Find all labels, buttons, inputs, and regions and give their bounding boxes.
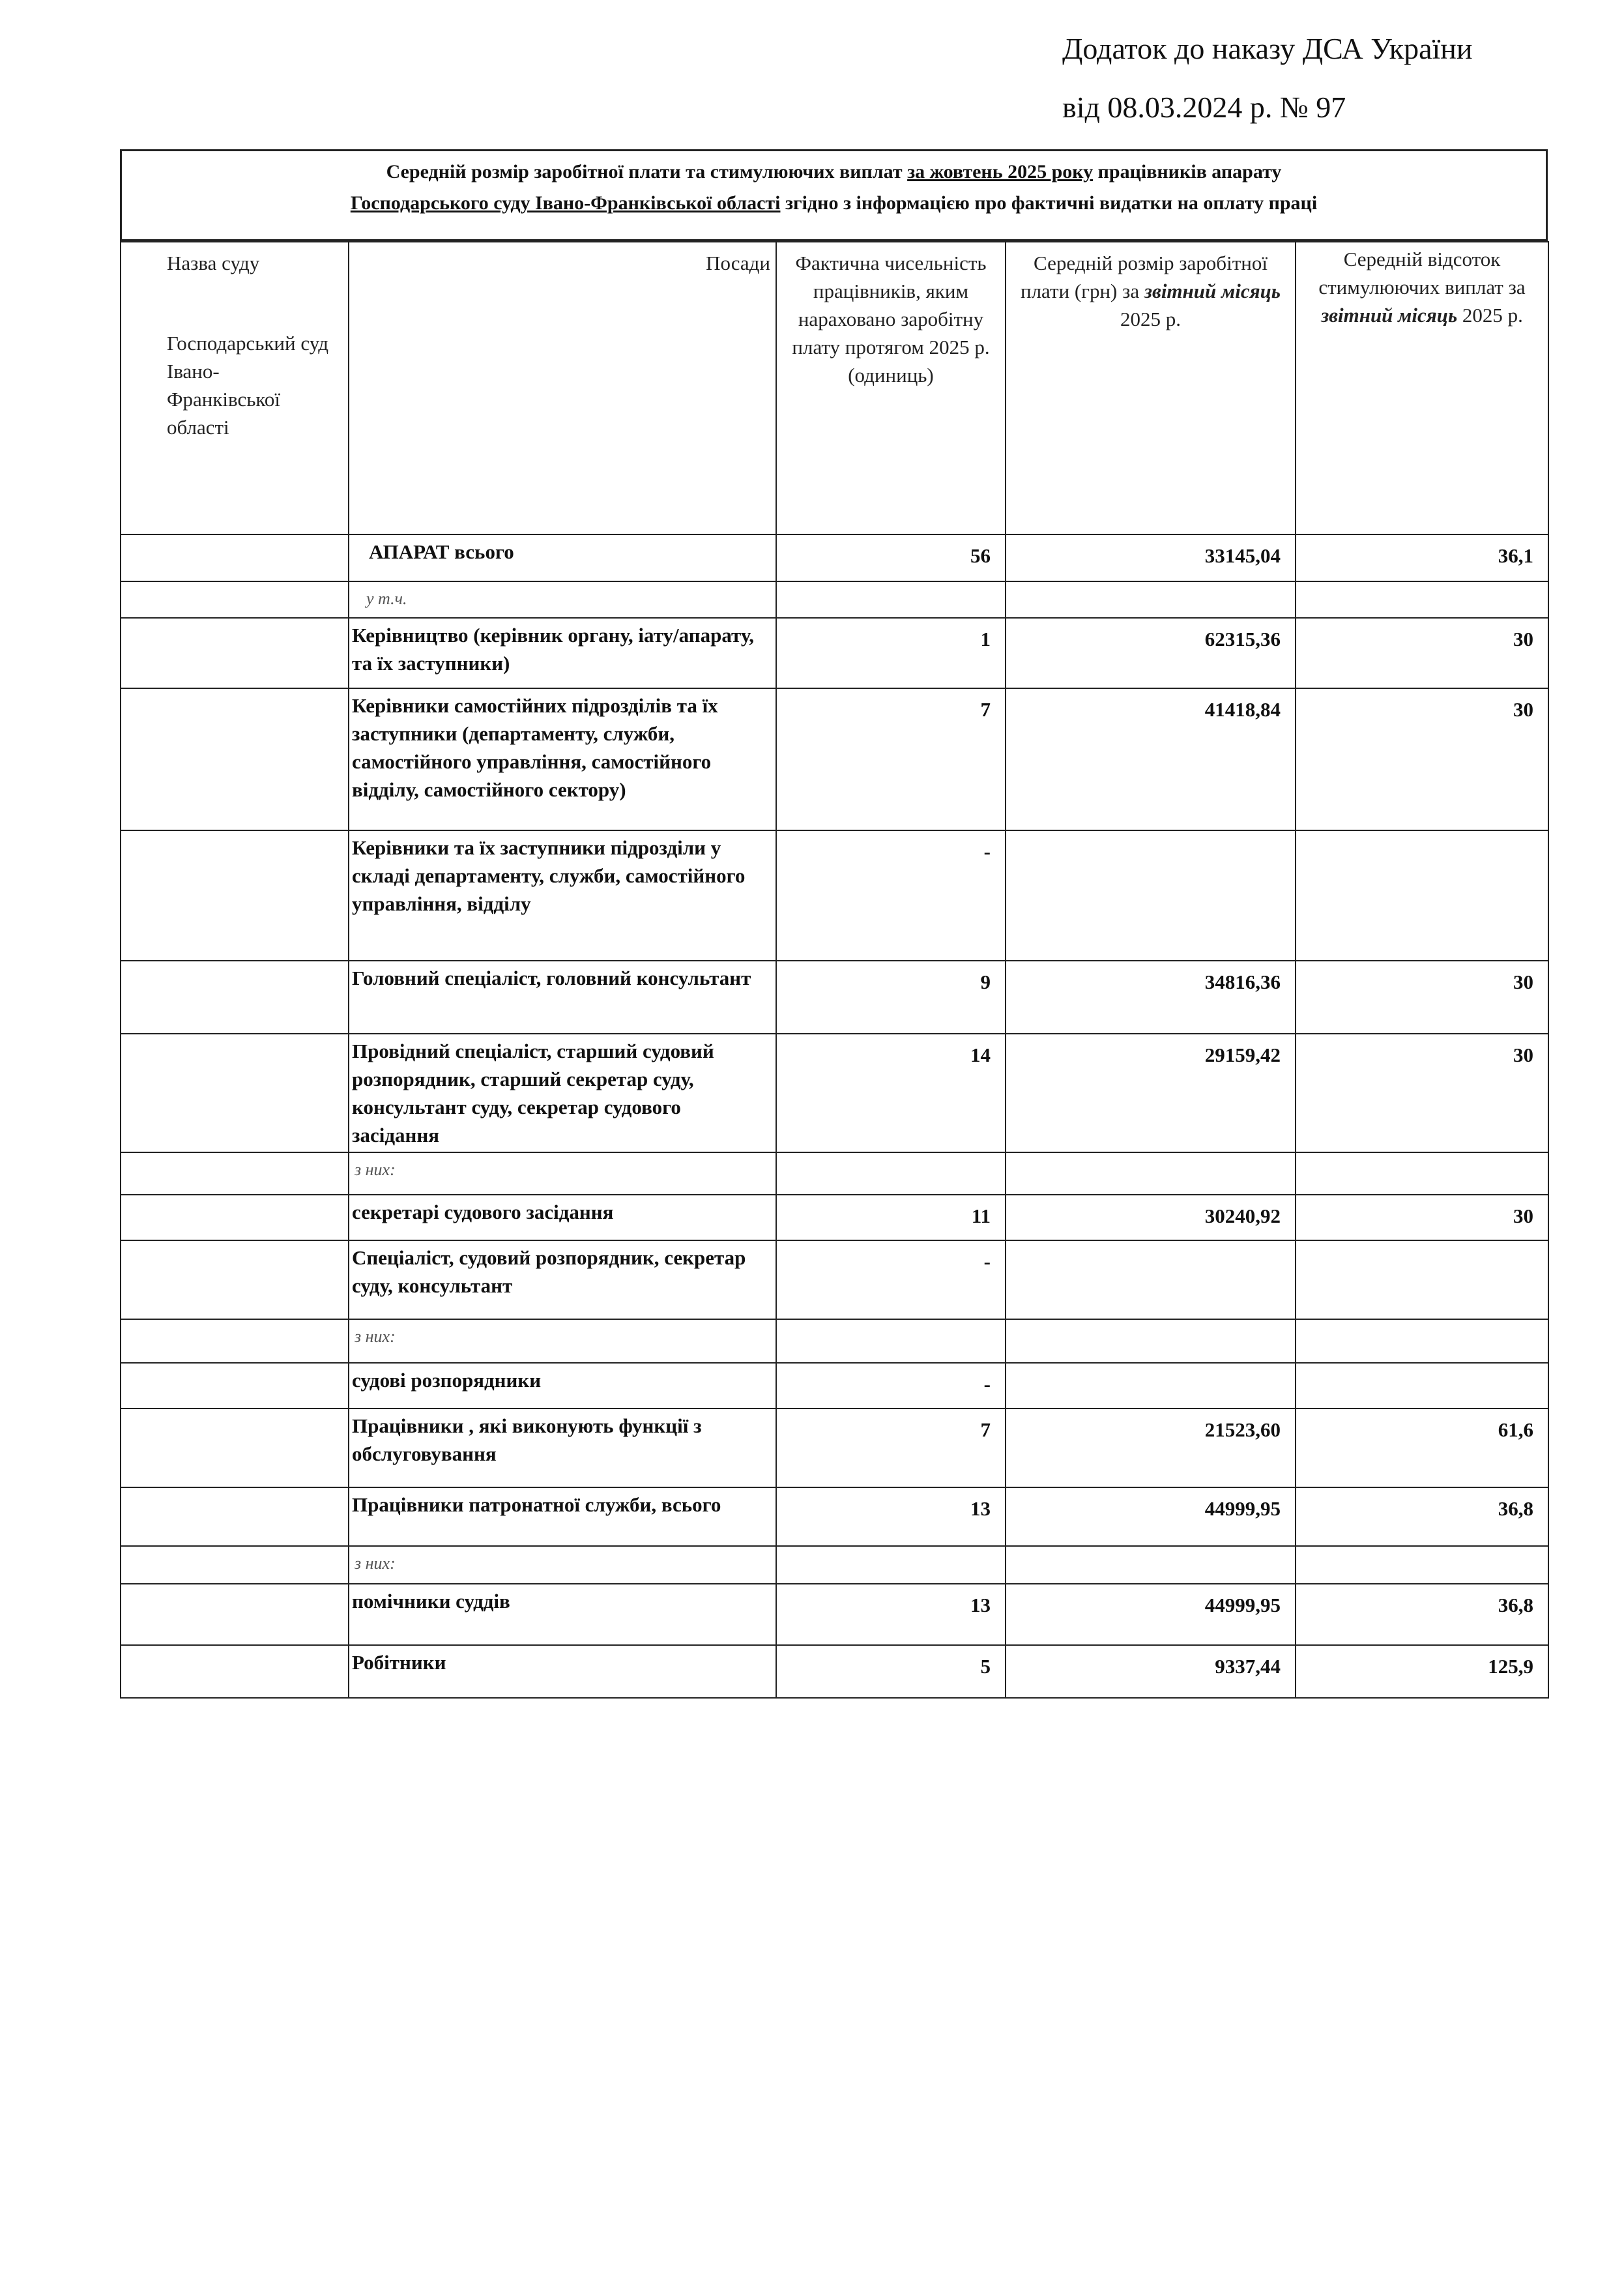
court-name-label: Назва суду — [167, 252, 260, 274]
court-cell — [121, 1195, 349, 1240]
bonus-cell: 30 — [1296, 1195, 1548, 1240]
court-cell — [121, 1240, 349, 1319]
bonus-cell: 36,8 — [1296, 1584, 1548, 1645]
count-cell: 14 — [776, 1034, 1006, 1152]
table-row — [121, 1645, 1548, 1698]
court-cell — [121, 688, 349, 830]
avg-salary-header-text: Середній розмір заробітної плати (грн) за — [1021, 252, 1268, 302]
document-title — [120, 149, 1548, 241]
salary-cell: 41418,84 — [1006, 688, 1296, 830]
bonus-cell: 30 — [1296, 961, 1548, 1034]
avg-bonus-header-text: Середній відсоток стимулюючих виплат за — [1318, 248, 1526, 299]
table-row — [121, 1240, 1548, 1319]
court-name: Господарський суд Івано-Франківської області — [167, 332, 329, 439]
count-cell — [776, 1546, 1006, 1584]
position-cell: Керівники та їх заступники підрозділи у складі департаменту, служби, самостійного управління, відділу — [349, 830, 776, 961]
title-part-2: працівників апарату — [1093, 161, 1282, 182]
table-row — [121, 1408, 1548, 1487]
count-cell: 13 — [776, 1584, 1006, 1645]
salary-cell — [1006, 1363, 1296, 1408]
table-row — [121, 1319, 1548, 1363]
bonus-cell — [1296, 1363, 1548, 1408]
court-cell — [121, 1487, 349, 1546]
bonus-cell: 61,6 — [1296, 1408, 1548, 1487]
count-cell: 1 — [776, 618, 1006, 688]
court-cell — [121, 581, 349, 618]
bonus-cell: 30 — [1296, 618, 1548, 688]
salary-cell: 44999,95 — [1006, 1487, 1296, 1546]
count-cell — [776, 1152, 1006, 1195]
table-row — [121, 581, 1548, 618]
salary-cell: 9337,44 — [1006, 1645, 1296, 1698]
court-cell — [121, 1546, 349, 1584]
avg-salary-header — [1006, 242, 1296, 534]
salary-cell — [1006, 1319, 1296, 1363]
position-cell: з них: — [349, 1152, 776, 1195]
count-cell — [776, 1319, 1006, 1363]
position-cell: Головний спеціаліст, головний консультант — [349, 961, 776, 1034]
count-cell: 5 — [776, 1645, 1006, 1698]
title-part-3: згідно з інформацією про фактичні видатки на оплату праці — [780, 192, 1318, 214]
count-cell: 7 — [776, 1408, 1006, 1487]
position-cell: Працівники , які виконують функції з обслуговування — [349, 1408, 776, 1487]
headcount-header: Фактична чисельність працівників, яким нараховано заробітну плату протягом 2025 р. (одиниць) — [776, 242, 1006, 534]
bonus-cell — [1296, 1240, 1548, 1319]
position-cell: Робітники — [349, 1645, 776, 1698]
table-row — [121, 830, 1548, 961]
position-cell: Керівники самостійних підрозділів та їх заступники (департаменту, служби, самостійного управління, самостійного відділу, самостійного сектору) — [349, 688, 776, 830]
salary-cell: 33145,04 — [1006, 534, 1296, 581]
avg-bonus-header-year: 2025 р. — [1462, 304, 1523, 327]
salary-cell — [1006, 1152, 1296, 1195]
table-row — [121, 688, 1548, 830]
salary-cell: 29159,42 — [1006, 1034, 1296, 1152]
count-cell: 56 — [776, 534, 1006, 581]
table-row — [121, 1584, 1548, 1645]
title-court: Господарського суду Івано-Франківської області — [350, 192, 781, 214]
table-row — [121, 1363, 1548, 1408]
bonus-cell: 36,1 — [1296, 534, 1548, 581]
count-cell: - — [776, 1240, 1006, 1319]
count-cell: - — [776, 830, 1006, 961]
table-row — [121, 618, 1548, 688]
bonus-cell — [1296, 830, 1548, 961]
court-name-header — [121, 242, 349, 534]
table-row — [121, 961, 1548, 1034]
court-cell — [121, 534, 349, 581]
position-cell: Провідний спеціаліст, старший судовий розпорядник, старший секретар суду, консультант суду, секретар судового засідання — [349, 1034, 776, 1152]
bonus-cell — [1296, 581, 1548, 618]
bonus-cell: 36,8 — [1296, 1487, 1548, 1546]
position-cell: АПАРАТ всього — [349, 534, 776, 581]
table-row — [121, 1195, 1548, 1240]
court-cell — [121, 1319, 349, 1363]
court-cell — [121, 1408, 349, 1487]
annex-line-1: Додаток до наказу ДСА України — [1062, 32, 1473, 65]
bonus-cell — [1296, 1319, 1548, 1363]
court-cell — [121, 1584, 349, 1645]
table-row — [121, 1152, 1548, 1195]
title-period: за жовтень 2025 року — [907, 161, 1094, 182]
count-cell: 9 — [776, 961, 1006, 1034]
count-cell: - — [776, 1363, 1006, 1408]
table-row — [121, 1034, 1548, 1152]
bonus-cell: 30 — [1296, 688, 1548, 830]
position-cell: Керівництво (керівник органу, іату/апарату, та їх заступники) — [349, 618, 776, 688]
court-cell — [121, 1363, 349, 1408]
court-cell — [121, 618, 349, 688]
position-cell: Працівники патронатної служби, всього — [349, 1487, 776, 1546]
table-header-row — [121, 242, 1548, 534]
avg-salary-header-year: 2025 р. — [1120, 308, 1181, 330]
avg-bonus-header — [1296, 242, 1548, 534]
table-row — [121, 1546, 1548, 1584]
table-row — [121, 534, 1548, 581]
court-cell — [121, 961, 349, 1034]
avg-bonus-header-month: звітний місяць — [1321, 304, 1458, 327]
court-cell — [121, 1152, 349, 1195]
salary-cell: 34816,36 — [1006, 961, 1296, 1034]
salary-cell: 44999,95 — [1006, 1584, 1296, 1645]
positions-header: Посади — [349, 242, 776, 534]
bonus-cell: 30 — [1296, 1034, 1548, 1152]
salary-table — [120, 241, 1549, 1699]
bonus-cell — [1296, 1546, 1548, 1584]
salary-cell: 62315,36 — [1006, 618, 1296, 688]
title-part-1: Середній розмір заробітної плати та стимулюючих виплат — [386, 161, 908, 182]
position-cell: з них: — [349, 1319, 776, 1363]
salary-cell — [1006, 1240, 1296, 1319]
court-cell — [121, 1645, 349, 1698]
salary-cell — [1006, 830, 1296, 961]
count-cell: 7 — [776, 688, 1006, 830]
position-cell: помічники суддів — [349, 1584, 776, 1645]
position-cell: секретарі судового засідання — [349, 1195, 776, 1240]
salary-cell: 21523,60 — [1006, 1408, 1296, 1487]
avg-salary-header-month: звітний місяць — [1144, 280, 1281, 302]
court-cell — [121, 830, 349, 961]
count-cell: 13 — [776, 1487, 1006, 1546]
bonus-cell — [1296, 1152, 1548, 1195]
salary-cell — [1006, 581, 1296, 618]
salary-cell: 30240,92 — [1006, 1195, 1296, 1240]
annex-line-2: від 08.03.2024 р. № 97 — [1062, 91, 1346, 124]
count-cell — [776, 581, 1006, 618]
salary-cell — [1006, 1546, 1296, 1584]
count-cell: 11 — [776, 1195, 1006, 1240]
position-cell: Спеціаліст, судовий розпорядник, секретар суду, консультант — [349, 1240, 776, 1319]
position-cell: у т.ч. — [349, 581, 776, 618]
court-cell — [121, 1034, 349, 1152]
position-cell: з них: — [349, 1546, 776, 1584]
position-cell: судові розпорядники — [349, 1363, 776, 1408]
bonus-cell: 125,9 — [1296, 1645, 1548, 1698]
table-row — [121, 1487, 1548, 1546]
